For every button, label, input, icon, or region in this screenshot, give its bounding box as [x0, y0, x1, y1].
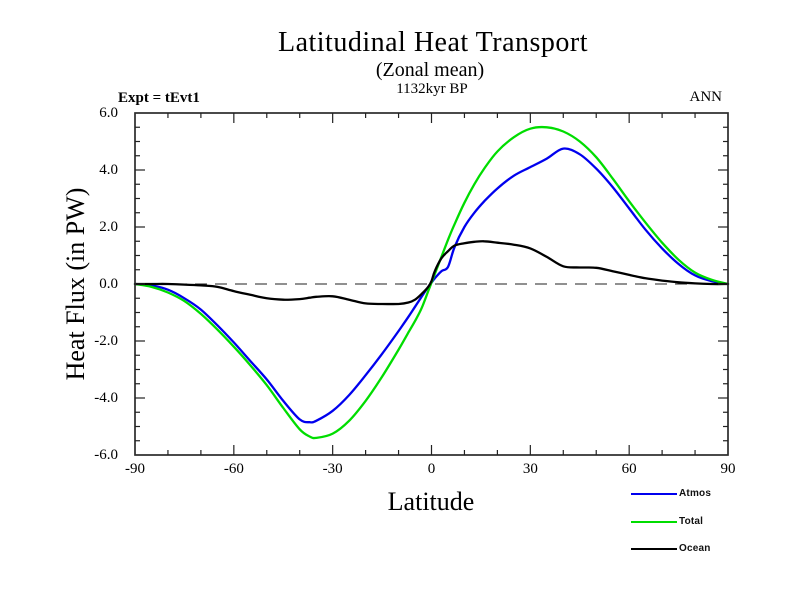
experiment-annotation: Expt = tEvt1: [118, 90, 200, 106]
legend-line-ocean: [631, 548, 677, 550]
x-tick-label: 90: [720, 461, 736, 477]
y-tick-label: 0.0: [99, 276, 118, 292]
y-tick-label: -6.0: [94, 447, 118, 463]
legend-label-atmos: Atmos: [679, 488, 712, 499]
legend-item-ocean: [631, 543, 711, 554]
time-annotation: 1132kyr BP: [396, 81, 468, 97]
series-ocean-line: [135, 241, 728, 304]
legend-item-total: [631, 516, 703, 527]
y-axis-title: Heat Flux (in PW): [61, 187, 90, 381]
legend-line-total: [631, 521, 677, 523]
x-tick-label: -30: [322, 461, 343, 477]
x-tick-label: -90: [125, 461, 145, 477]
y-tick-label: 4.0: [99, 162, 118, 178]
x-axis-title: Latitude: [387, 487, 475, 516]
season-annotation: ANN: [689, 89, 722, 105]
page-title: Latitudinal Heat Transport: [277, 27, 589, 58]
legend-label-total: Total: [679, 516, 704, 527]
x-tick-label: 0: [427, 461, 436, 477]
chart-subtitle: (Zonal mean): [375, 59, 485, 81]
y-tick-label: 2.0: [99, 219, 118, 235]
legend-line-atmos: [631, 493, 677, 495]
x-tick-label: 60: [621, 461, 637, 477]
y-tick-label: -2.0: [94, 333, 118, 349]
x-tick-label: 30: [522, 461, 538, 477]
y-tick-label: 6.0: [99, 105, 118, 121]
legend-label-ocean: Ocean: [679, 543, 711, 554]
x-tick-label: -60: [223, 461, 244, 477]
legend-item-atmos: [631, 488, 711, 499]
y-tick-label: -4.0: [94, 390, 118, 406]
